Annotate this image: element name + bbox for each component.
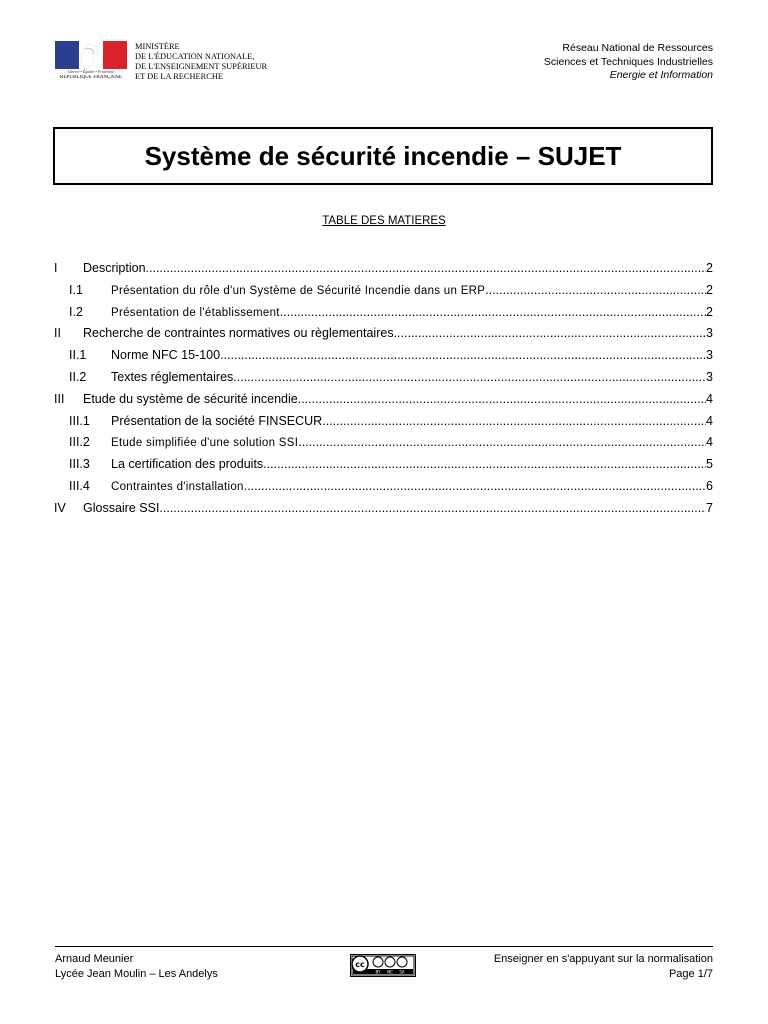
toc-entry-page: 3	[706, 326, 713, 341]
toc-entry-number: II	[54, 326, 61, 341]
toc-entry-title: Description	[83, 261, 146, 275]
logo-republic: RÉPUBLIQUE FRANÇAISE	[59, 75, 123, 80]
footer-page-block	[494, 952, 713, 982]
network-line-2: Sciences et Techniques Industrielles	[543, 55, 713, 68]
toc-entry[interactable]	[54, 281, 713, 303]
toc-entry-page: 2	[706, 282, 713, 297]
svg-text:SA: SA	[399, 969, 405, 975]
toc-entry-number: II.2	[69, 369, 87, 384]
toc-entry[interactable]	[54, 499, 713, 521]
toc-heading-text: TABLE DES MATIERES	[322, 215, 446, 227]
toc-entry-title: Recherche de contraintes normatives ou règlementaires	[83, 326, 394, 341]
toc-entry-number: II.1	[69, 348, 87, 363]
marianne-flag-icon	[55, 41, 127, 69]
toc-leader-dots	[233, 368, 706, 386]
toc-entry[interactable]	[54, 324, 713, 346]
toc-entry-title: La certification des produits	[111, 457, 264, 472]
toc-entry-number: IV	[54, 500, 66, 515]
toc-leader-dots	[485, 281, 706, 299]
footer-page-number: Page 1/7	[668, 968, 713, 980]
network-line-3: Energie et Information	[609, 69, 713, 81]
toc-entry[interactable]	[54, 477, 713, 499]
toc-entry-number: III.3	[69, 457, 90, 472]
toc-leader-dots	[298, 433, 706, 451]
toc-entry-page: 3	[706, 348, 713, 363]
toc-entry-page: 4	[706, 413, 713, 428]
toc-entry[interactable]	[54, 390, 713, 412]
ministry-line: DE L'ENSEIGNEMENT SUPÉRIEUR	[135, 62, 268, 71]
toc-leader-dots	[146, 259, 707, 277]
toc-entry-title: Norme NFC 15-100	[111, 348, 221, 363]
creative-commons-badge-icon	[350, 954, 416, 977]
toc-leader-dots	[244, 477, 706, 495]
toc-entry-title: Glossaire SSI	[83, 500, 160, 515]
ministry-line: MINISTÈRE	[135, 42, 180, 51]
toc-entry-title: Textes réglementaires	[111, 369, 234, 384]
toc-entry-number: III.4	[69, 478, 90, 493]
document-title: Système de sécurité incendie – SUJET	[144, 140, 622, 171]
svg-text:NC: NC	[387, 969, 393, 975]
toc-entry-number: I.1	[69, 282, 83, 297]
toc-entry[interactable]	[54, 455, 713, 477]
toc-entry-title: Présentation de l'établissement	[111, 306, 280, 319]
toc-entry-number: III.1	[69, 413, 90, 428]
toc-leader-dots	[263, 455, 706, 473]
toc-entry-page: 6	[706, 478, 713, 493]
toc-leader-dots	[322, 412, 706, 430]
toc-entry-number: I.2	[69, 304, 83, 319]
toc-leader-dots	[280, 303, 706, 321]
table-of-contents	[54, 259, 713, 521]
toc-entry-number: III.2	[69, 435, 90, 450]
ministry-name	[135, 42, 267, 82]
republic-logo	[55, 41, 127, 81]
toc-entry[interactable]	[54, 368, 713, 390]
network-line-1: Réseau National de Ressources	[562, 42, 713, 54]
logo-motto: Liberté • Égalité • Fraternité	[67, 69, 115, 74]
toc-entry-page: 5	[706, 457, 713, 472]
toc-entry-title: Présentation de la société FINSECUR	[111, 413, 323, 428]
toc-entry-page: 2	[706, 304, 713, 319]
ministry-line: ET DE LA RECHERCHE	[135, 72, 224, 81]
toc-entry-number: I	[54, 261, 58, 275]
toc-entry-page: 4	[706, 391, 713, 406]
toc-entry-title: Etude simplifiée d'une solution SSI	[111, 437, 299, 450]
page-footer	[55, 946, 713, 987]
svg-text:BY: BY	[375, 969, 381, 975]
toc-entry-title: Présentation du rôle d'un Système de Sécurité Incendie dans un ERP	[111, 284, 486, 297]
toc-entry[interactable]	[54, 303, 713, 325]
footer-subtitle: Enseigner en s'appuyant sur la normalisation	[493, 953, 713, 965]
toc-entry-page: 7	[706, 500, 713, 515]
toc-entry-page: 2	[706, 261, 713, 275]
toc-leader-dots	[298, 390, 706, 408]
toc-leader-dots	[159, 499, 706, 517]
toc-entry[interactable]	[54, 412, 713, 434]
toc-entry-title: Etude du système de sécurité incendie	[83, 391, 298, 406]
footer-school: Lycée Jean Moulin – Les Andelys	[55, 968, 218, 980]
toc-leader-dots	[220, 346, 706, 364]
toc-heading	[0, 215, 768, 227]
toc-entry-page: 3	[706, 369, 713, 384]
footer-author-block	[55, 952, 218, 982]
toc-entry-number: III	[54, 391, 65, 406]
footer-author: Arnaud Meunier	[55, 953, 134, 965]
document-title-box	[53, 127, 713, 185]
network-name	[544, 42, 713, 83]
toc-entry-page: 4	[706, 435, 713, 450]
ministry-line: DE L'ÉDUCATION NATIONALE,	[135, 52, 255, 61]
toc-entry[interactable]	[54, 346, 713, 368]
toc-entry[interactable]	[54, 433, 713, 455]
toc-entry-title: Contraintes d'installation	[111, 480, 244, 493]
toc-leader-dots	[394, 324, 706, 342]
toc-entry[interactable]	[54, 259, 713, 281]
svg-text:cc: cc	[355, 960, 365, 969]
